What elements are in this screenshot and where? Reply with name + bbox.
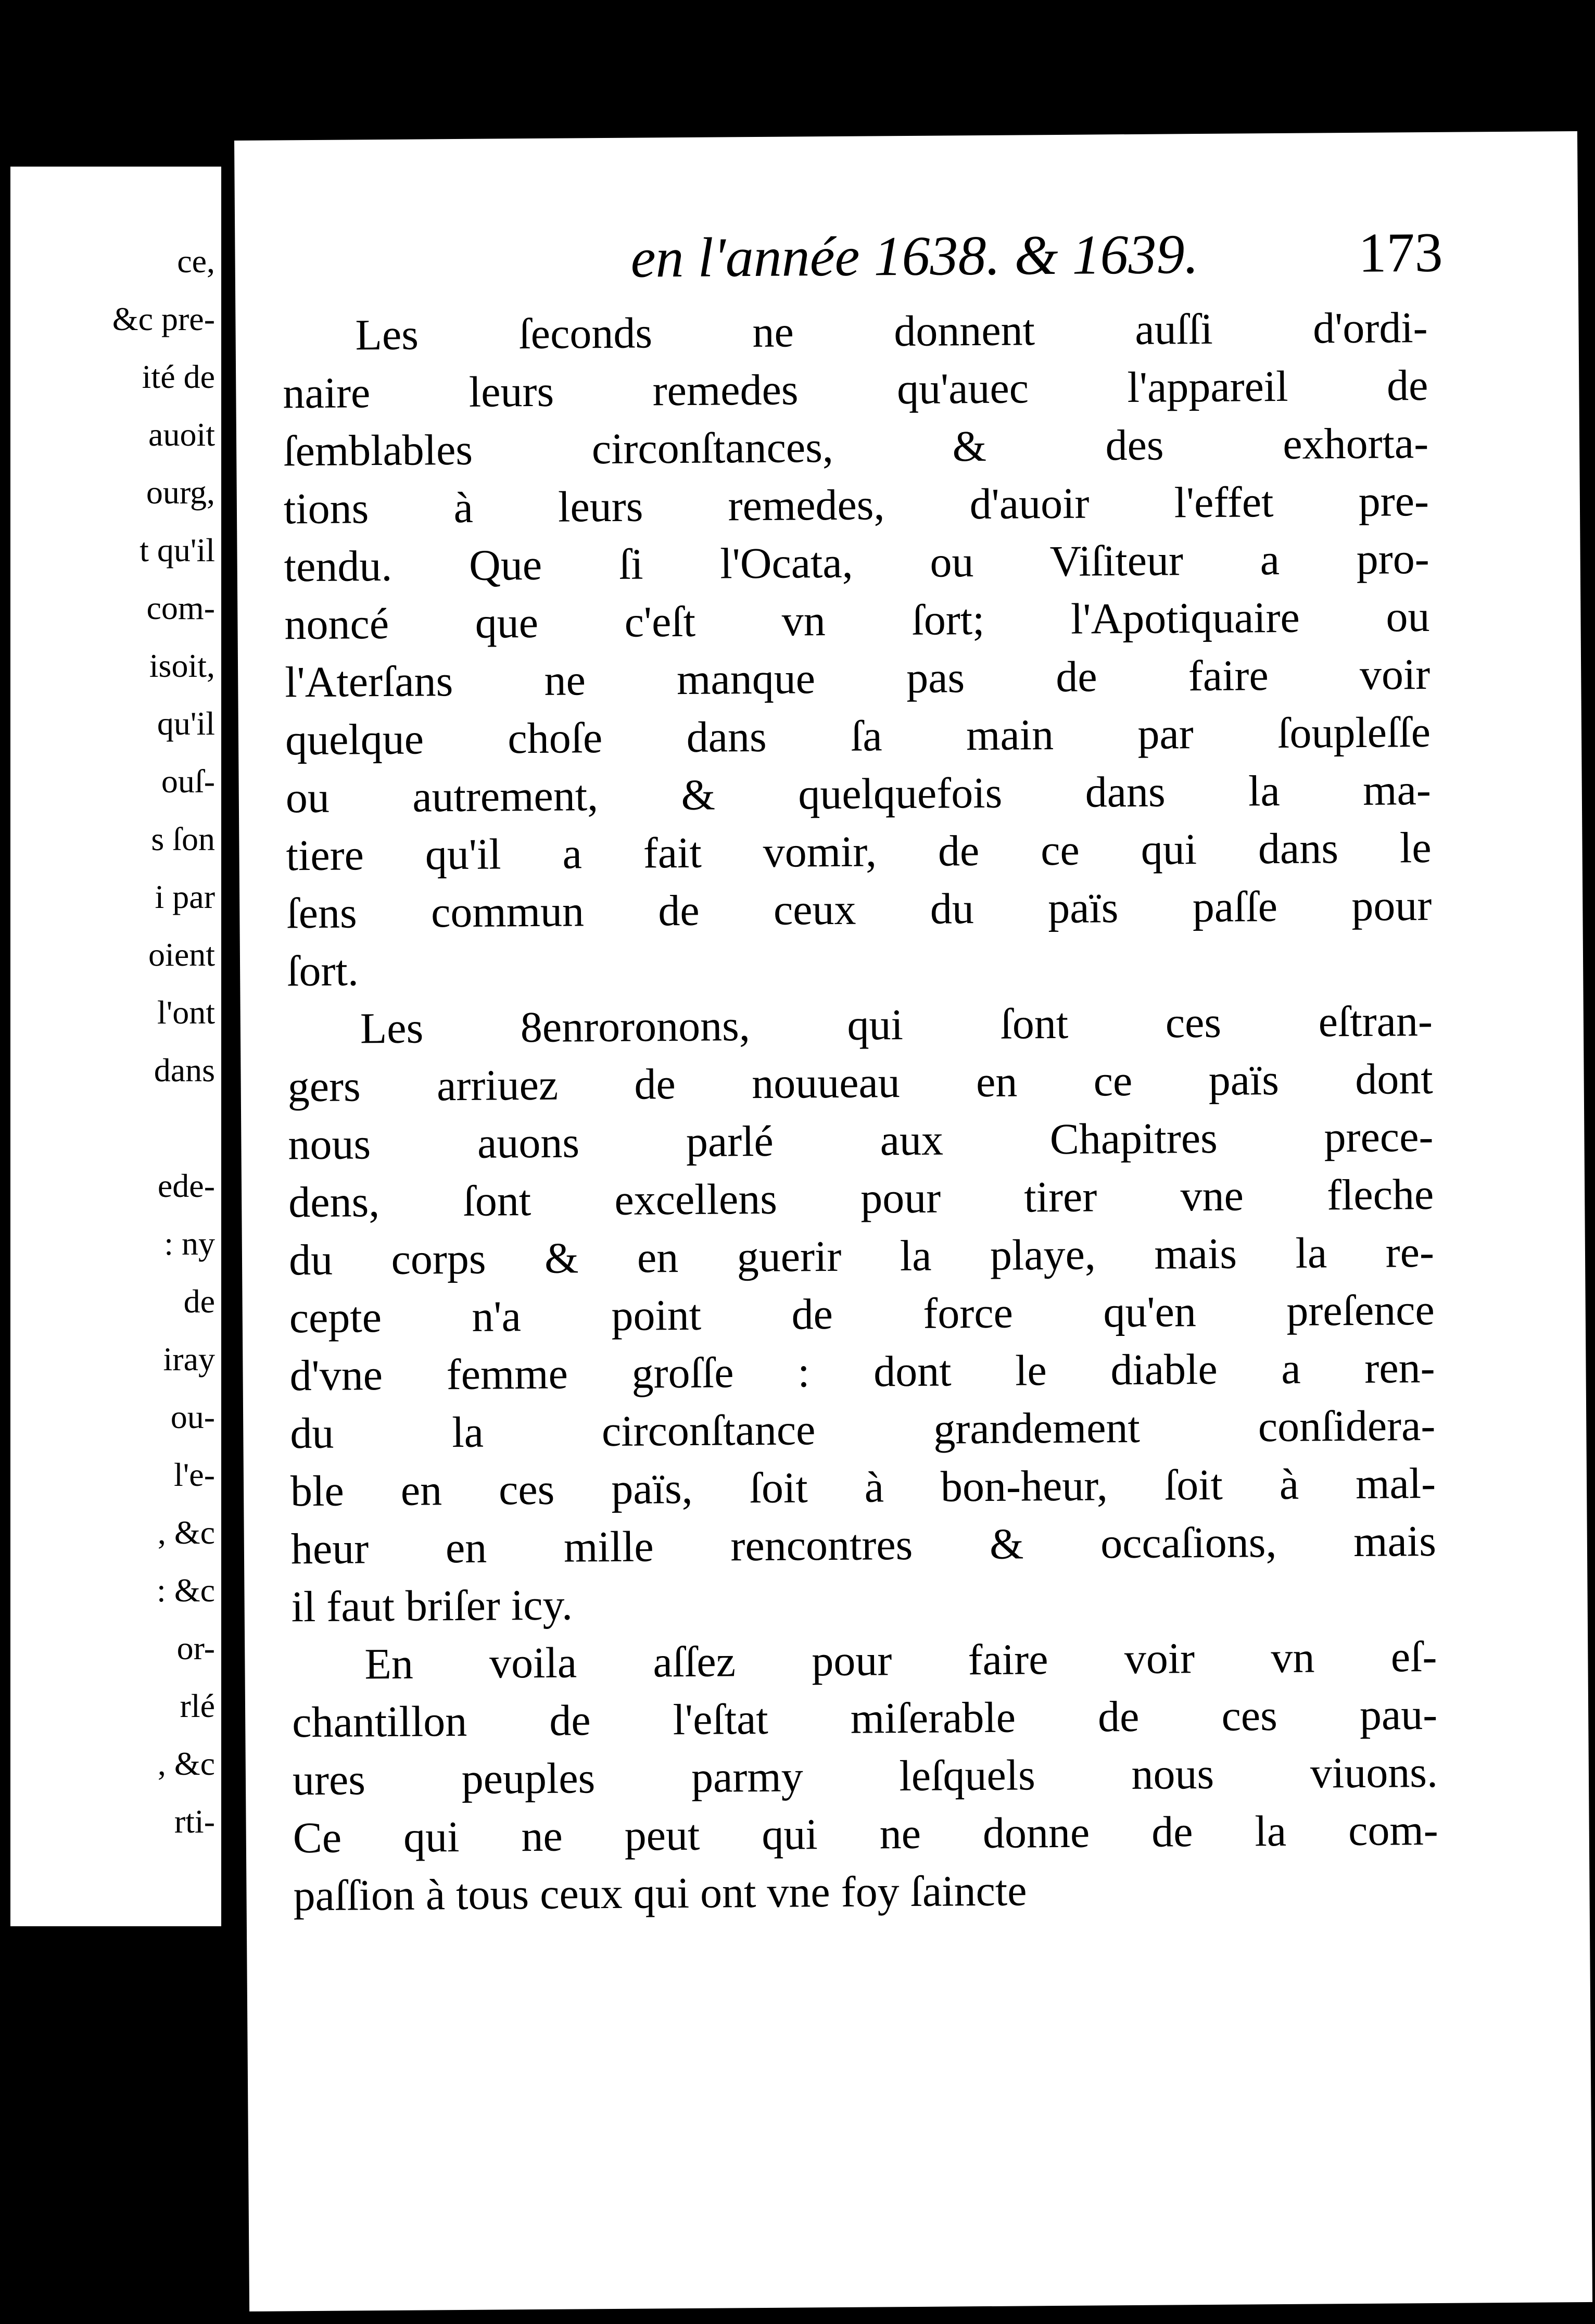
previous-page-fragment — [10, 167, 221, 1926]
paragraph — [292, 1628, 1439, 1925]
left-page-line: rlé — [180, 1687, 215, 1724]
left-page-line: : &c — [157, 1572, 215, 1609]
text-line: il faut briſer icy. — [291, 1581, 573, 1632]
text-line: ures peuples parmy leſquels nous viuons. — [292, 1748, 1438, 1805]
text-line: ou autrement, & quelquefois dans la ma- — [285, 765, 1432, 823]
paragraph — [282, 299, 1432, 1000]
text-line: chantillon de l'eſtat miſerable de ces pau- — [292, 1690, 1438, 1747]
text-line: ſort. — [286, 946, 359, 996]
text-line: quelque choſe dans ſa main par ſoupleſſe — [285, 708, 1431, 765]
left-page-line: isoit, — [149, 647, 215, 684]
running-head: en l'année 1638. & 1639. — [630, 223, 1199, 289]
left-page-line: de — [183, 1283, 215, 1320]
text-line: tions à leurs remedes, d'auoir l'effet pre- — [283, 476, 1429, 534]
text-line: d'vne femme groſſe : dont le diable a ren- — [289, 1343, 1435, 1400]
left-page-line: auoit — [148, 416, 215, 453]
text-line: noncé que c'eſt vn ſort; l'Apotiquaire ou — [284, 592, 1430, 649]
text-line: naire leurs remedes qu'auec l'appareil de — [283, 361, 1428, 418]
left-page-line: ede- — [157, 1167, 215, 1204]
text-line: En voila aſſez pour faire voir vn eſ- — [364, 1632, 1437, 1689]
left-page-line: ce, — [177, 243, 215, 280]
text-line: l'Aterſans ne manque pas de faire voir — [284, 650, 1431, 707]
left-page-line: ouſ- — [161, 763, 215, 800]
left-page-line: iray — [163, 1341, 215, 1378]
text-line: cepte n'a point de force qu'en preſence — [289, 1285, 1435, 1343]
text-line: ble en ces païs, ſoit à bon-heur, ſoit à mal- — [290, 1459, 1436, 1516]
left-page-line: l'e- — [173, 1456, 215, 1493]
left-page-line: oient — [148, 936, 215, 973]
page-number: 173 — [1358, 221, 1443, 284]
left-page-line: qu'il — [157, 705, 215, 742]
left-page-line: dans — [154, 1052, 215, 1089]
left-page-line: ité de — [142, 358, 215, 395]
text-line: tendu. Que ſi l'Ocata, ou Viſiteur a pro- — [284, 534, 1429, 591]
left-page-line: rti- — [174, 1803, 215, 1840]
text-line: nous auons parlé aux Chapitres prece- — [288, 1112, 1434, 1169]
text-line: dens, ſont excellens pour tirer vne fleche — [288, 1170, 1434, 1227]
text-line: gers arriuez de nouueau en ce païs dont — [287, 1054, 1433, 1112]
text-line: Ce qui ne peut qui ne donne de la com- — [293, 1805, 1439, 1863]
left-page-line: or- — [176, 1630, 215, 1666]
left-page-line: com- — [146, 589, 215, 626]
left-page-line: s ſon — [151, 820, 215, 857]
left-page-line: : ny — [164, 1225, 215, 1262]
text-line: du la circonſtance grandement conſidera- — [290, 1401, 1436, 1458]
left-page-line: &c pre- — [112, 300, 215, 337]
book-page — [234, 131, 1592, 2312]
left-page-line: ourg, — [146, 474, 215, 511]
left-page-line: , &c — [157, 1514, 215, 1551]
text-line: du corps & en guerir la playe, mais la re- — [288, 1228, 1435, 1285]
left-page-line: i par — [155, 878, 215, 915]
left-page-line: , &c — [157, 1745, 215, 1782]
text-line: Les ſeconds ne donnent auſſi d'ordi- — [355, 304, 1428, 360]
page-header — [381, 221, 1443, 290]
body-text — [282, 299, 1439, 1925]
text-line: ſemblables circonſtances, & des exhorta- — [283, 419, 1429, 476]
paragraph — [287, 992, 1437, 1636]
text-line: ſens commun de ceux du païs paſſe pour — [286, 881, 1432, 938]
text-line: heur en mille rencontres & occaſions, mais — [290, 1517, 1437, 1574]
left-page-line: t qu'il — [140, 532, 215, 569]
left-page-line: l'ont — [157, 994, 215, 1031]
left-page-line: ou- — [170, 1398, 215, 1435]
text-line: Les 8enroronons, qui ſont ces eſtran- — [360, 996, 1433, 1053]
text-line: paſſion à tous ceux qui ont vne foy ſaincte — [293, 1866, 1027, 1921]
text-line: tiere qu'il a fait vomir, de ce qui dans le — [286, 823, 1432, 880]
